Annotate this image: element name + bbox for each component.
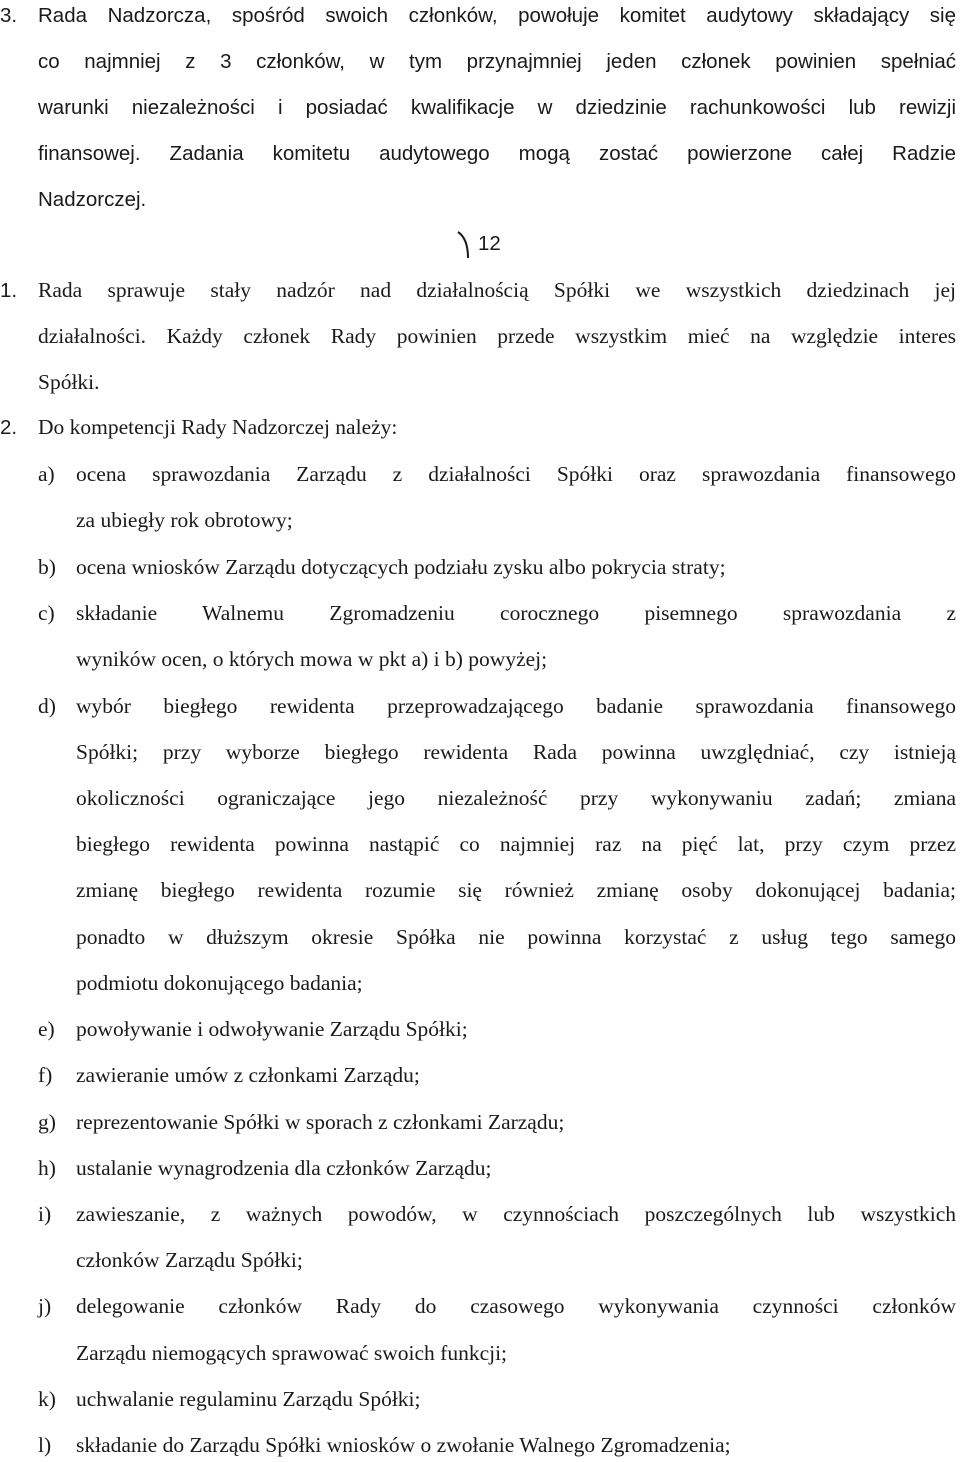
paragraph-line: co najmniej z 3 członków, w tym przynajmniej jeden członek powinien spełniać bbox=[38, 50, 956, 73]
list-item-line: zmianę biegłego rewidenta rozumie się również zmianę osoby dokonującej badania; bbox=[76, 878, 956, 902]
list-item-line: reprezentowanie Spółki w sporach z członkami Zarządu; bbox=[76, 1110, 565, 1134]
list-item-label: d) bbox=[38, 694, 56, 718]
section-number: 12 bbox=[478, 232, 501, 255]
list-item-label: l) bbox=[38, 1433, 52, 1457]
list-item-label: k) bbox=[38, 1387, 56, 1411]
list-item-line: podmiotu dokonującego badania; bbox=[76, 971, 363, 995]
list-item-line: powoływanie i odwoływanie Zarządu Spółki; bbox=[76, 1017, 468, 1041]
list-item-line: wybór biegłego rewidenta przeprowadzającego badanie sprawozdania finansowego bbox=[76, 694, 956, 718]
paragraph-line: działalności. Każdy członek Rady powinien przede wszystkim mieć na względzie interes bbox=[38, 324, 956, 348]
list-item-line: wyników ocen, o których mowa w pkt a) i b) powyżej; bbox=[76, 647, 548, 671]
list-item-label: i) bbox=[38, 1202, 52, 1226]
list-item-line: ponadto w dłuższym okresie Spółka nie powinna korzystać z usług tego samego bbox=[76, 925, 956, 949]
list-item-label: e) bbox=[38, 1017, 55, 1041]
paragraph-number: 2. bbox=[0, 416, 18, 439]
list-item-label: g) bbox=[38, 1110, 56, 1134]
list-item-line: składanie Walnemu Zgromadzeniu corocznego pisemnego sprawozdania z bbox=[76, 601, 956, 625]
list-item-line: biegłego rewidenta powinna nastąpić co najmniej raz na pięć lat, przy czym przez bbox=[76, 832, 956, 856]
paragraph-number: 3. bbox=[0, 4, 18, 27]
list-item-line: Spółki; przy wyborze biegłego rewidenta Rada powinna uwzględniać, czy istnieją bbox=[76, 740, 956, 764]
list-item-label: h) bbox=[38, 1156, 56, 1180]
list-item-line: składanie do Zarządu Spółki wniosków o zwołanie Walnego Zgromadzenia; bbox=[76, 1433, 731, 1457]
paragraph-number: 1. bbox=[0, 279, 18, 302]
list-item-line: zawieszanie, z ważnych powodów, w czynnościach poszczególnych lub wszystkich bbox=[76, 1202, 956, 1226]
section-sign-icon bbox=[454, 230, 480, 260]
list-item-label: c) bbox=[38, 601, 55, 625]
paragraph-line: Nadzorczej. bbox=[38, 188, 147, 211]
list-item-line: Zarządu niemogących sprawować swoich funkcji; bbox=[76, 1341, 508, 1365]
list-item-label: b) bbox=[38, 555, 56, 579]
list-item-line: ocena wniosków Zarządu dotyczących podziału zysku albo pokrycia straty; bbox=[76, 555, 726, 579]
paragraph-line: finansowej. Zadania komitetu audytowego mogą zostać powierzone całej Radzie bbox=[38, 142, 956, 165]
paragraph-line: warunki niezależności i posiadać kwalifikacje w dziedzinie rachunkowości lub rewizji bbox=[38, 96, 956, 119]
list-item-line: ustalanie wynagrodzenia dla członków Zarządu; bbox=[76, 1156, 492, 1180]
list-item-label: f) bbox=[38, 1063, 53, 1087]
list-item-label: j) bbox=[38, 1294, 52, 1318]
list-item-line: delegowanie członków Rady do czasowego wykonywania czynności członków bbox=[76, 1294, 956, 1318]
paragraph-line: Rada Nadzorcza, spośród swoich członków, powołuje komitet audytowy składający się bbox=[38, 4, 956, 27]
list-item-line: okoliczności ograniczające jego niezależność przy wykonywaniu zadań; zmiana bbox=[76, 786, 956, 810]
list-item-line: za ubiegły rok obrotowy; bbox=[76, 508, 293, 532]
paragraph-line: Spółki. bbox=[38, 370, 100, 394]
paragraph-line: Rada sprawuje stały nadzór nad działalnością Spółki we wszystkich dziedzinach jej bbox=[38, 278, 956, 302]
list-item-line: uchwalanie regulaminu Zarządu Spółki; bbox=[76, 1387, 421, 1411]
list-item-line: ocena sprawozdania Zarządu z działalności Spółki oraz sprawozdania finansowego bbox=[76, 462, 956, 486]
list-item-label: a) bbox=[38, 462, 55, 486]
list-item-line: zawieranie umów z członkami Zarządu; bbox=[76, 1063, 420, 1087]
paragraph-intro: Do kompetencji Rady Nadzorczej należy: bbox=[38, 415, 398, 439]
list-item-line: członków Zarządu Spółki; bbox=[76, 1248, 303, 1272]
